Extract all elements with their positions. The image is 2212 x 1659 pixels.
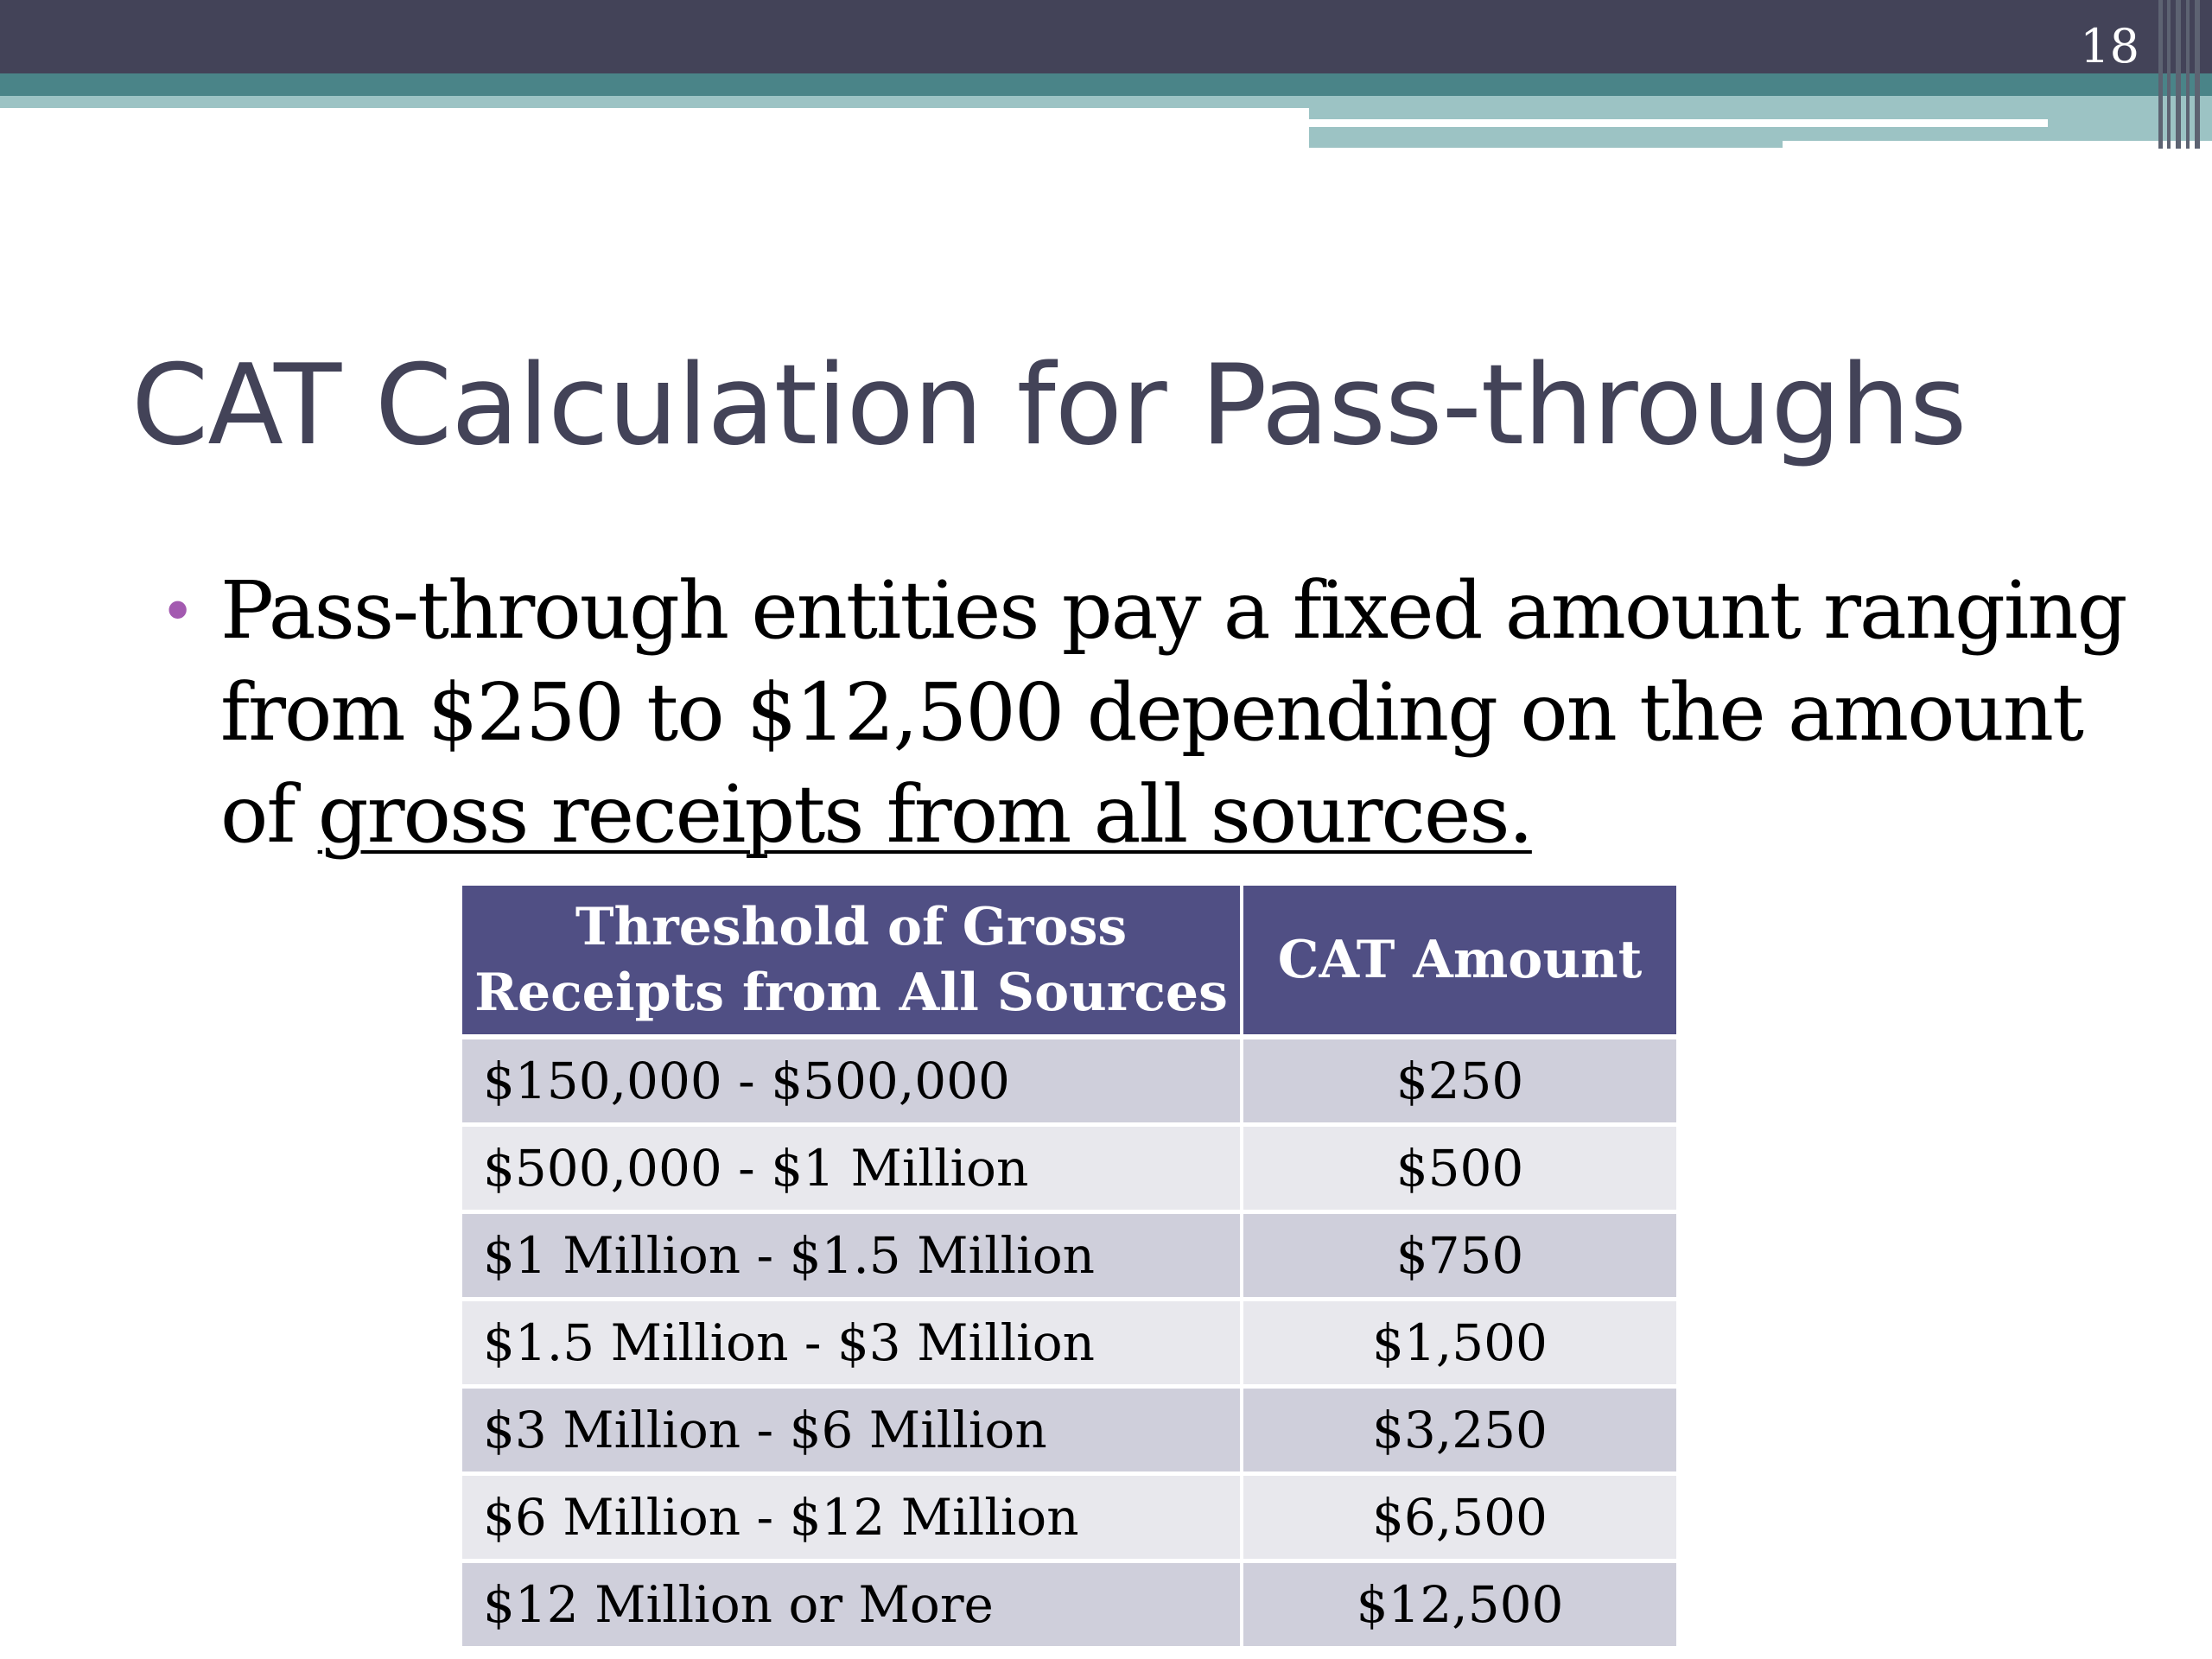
cat-amount-cell: $750 [1242, 1212, 1676, 1300]
bullet-text-underlined: gross receipts from all sources. [317, 768, 1532, 861]
cat-amount-cell: $500 [1242, 1125, 1676, 1212]
table-row [462, 1474, 1676, 1561]
cat-amount-cell: $1,500 [1242, 1300, 1676, 1387]
header-accent-line [1783, 141, 2212, 149]
threshold-cell: $1 Million - $1.5 Million [462, 1212, 1242, 1300]
bullet-text [220, 560, 2130, 866]
header-accent-line [1309, 119, 2048, 127]
header-stripe [2167, 0, 2171, 149]
table-row [462, 1037, 1676, 1125]
cat-table [462, 886, 1676, 1650]
table-row [462, 1561, 1676, 1649]
header-band [0, 0, 2212, 73]
table-row [462, 1212, 1676, 1300]
slide-number: 18 [2080, 19, 2139, 73]
threshold-cell: $12 Million or More [462, 1561, 1242, 1649]
header-stripe [2195, 0, 2200, 149]
threshold-cell: $3 Million - $6 Million [462, 1387, 1242, 1474]
slide-title: CAT Calculation for Pass-throughs [131, 341, 1967, 470]
table-row [462, 1300, 1676, 1387]
threshold-cell: $500,000 - $1 Million [462, 1125, 1242, 1212]
table-row [462, 1125, 1676, 1212]
column-header-cat-amount: CAT Amount [1242, 886, 1676, 1037]
header-stripe [2186, 0, 2190, 149]
header-stripe [2176, 0, 2181, 149]
column-header-threshold: Threshold of Gross Receipts from All Sources [462, 886, 1242, 1037]
cat-amount-cell: $3,250 [1242, 1387, 1676, 1474]
cat-amount-cell: $12,500 [1242, 1561, 1676, 1649]
header-accent-band-light [0, 96, 1309, 108]
cat-amount-cell: $250 [1242, 1037, 1676, 1125]
threshold-cell: $6 Million - $12 Million [462, 1474, 1242, 1561]
bullet-point [160, 560, 2130, 866]
table-row [462, 1387, 1676, 1474]
cat-amount-cell: $6,500 [1242, 1474, 1676, 1561]
table-header-row [462, 886, 1676, 1037]
threshold-cell: $1.5 Million - $3 Million [462, 1300, 1242, 1387]
bullet-text-plain: Pass-through entities pay a fixed amount ranging from $250 to $12,500 depending on the amount of [220, 564, 2126, 861]
bullet-dot-icon: • [160, 576, 196, 647]
threshold-cell: $150,000 - $500,000 [462, 1037, 1242, 1125]
header-stripe [2158, 0, 2163, 149]
header-accent-band [0, 73, 2212, 96]
